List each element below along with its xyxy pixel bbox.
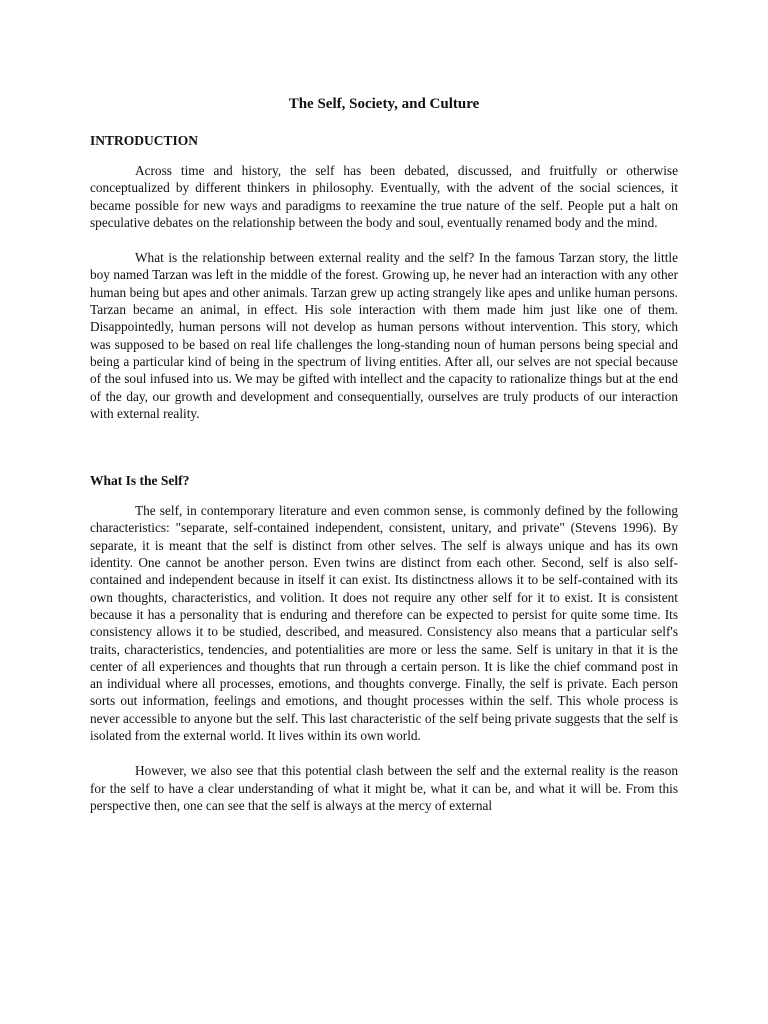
document-title: The Self, Society, and Culture: [288, 96, 480, 112]
section-heading-what-is-the-self: What Is the Self?: [90, 473, 190, 489]
document-page: [90, 94, 678, 832]
paragraph: The self, in contemporary literature and even common sense, is commonly defined by the following characteristics: "separate, self-contained independent, consistent, unitary, and private" (Stevens 1996). By separate, it is meant that the self is distinct from other selves. The self is always unique and has its own identity. One cannot be another person. Even twins are distinct from each other. Second, self is also self-contained and independent because in itself it can exist. Its distinctness allows it to be self-contained with its own thoughts, characteristics, and volition. It does not require any other self for it to exist. It is consistent because it has a personality that is enduring and therefore can be expected to persist for quite some time. Its consistency allows it to be studied, described, and measured. Consistency also means that a particular self's traits, characteristics, tendencies, and potentialities are more or less the same. Self is unitary in that it is the center of all experiences and thoughts that run through a certain person. It is like the chief command post in an individual where all processes, emotions, and thoughts converge. Finally, the self is private. Each person sorts out information, feelings and emotions, and thought processes within the self. This whole process is never accessible to anyone but the self. This last characteristic of the self being private suggests that the self is isolated from the external world. It lives within its own world.: [90, 503, 678, 744]
paragraph: Across time and history, the self has been debated, discussed, and fruitfully or otherwise conceptualized by different thinkers in philosophy. Eventually, with the advent of the social sciences, it became possible for new ways and paradigms to reexamine the true nature of the self. People put a halt on speculative debates on the relationship between the body and soul, eventually renamed body and the mind.: [90, 163, 678, 230]
paragraph: However, we also see that this potential clash between the self and the external reality is the reason for the self to have a clear understanding of what it might be, what it can be, and what it will be. From this perspective then, one can see that the self is always at the mercy of external: [90, 763, 678, 813]
section-spacer: [90, 440, 678, 472]
section-heading-introduction: INTRODUCTION: [90, 133, 199, 148]
paragraph: What is the relationship between external reality and the self? In the famous Tarzan story, the little boy named Tarzan was left in the middle of the forest. Growing up, he never had an interaction with any other human being but apes and other animals. Tarzan grew up acting strangely like apes and unlike human persons. Tarzan became an animal, in effect. His sole interaction with them made him just like one of them. Disappointedly, human persons will not develop as human persons without intervention. This story, which was supposed to be based on real life challenges the long-standing noun of human persons being special and being a particular kind of being in the spectrum of living entities. After all, our selves are not special because of the soul infused into us. We may be gifted with intellect and the capacity to rationalize things but at the end of the day, our growth and development and consequentially, ourselves are truly products of our interaction with external reality.: [90, 250, 678, 421]
